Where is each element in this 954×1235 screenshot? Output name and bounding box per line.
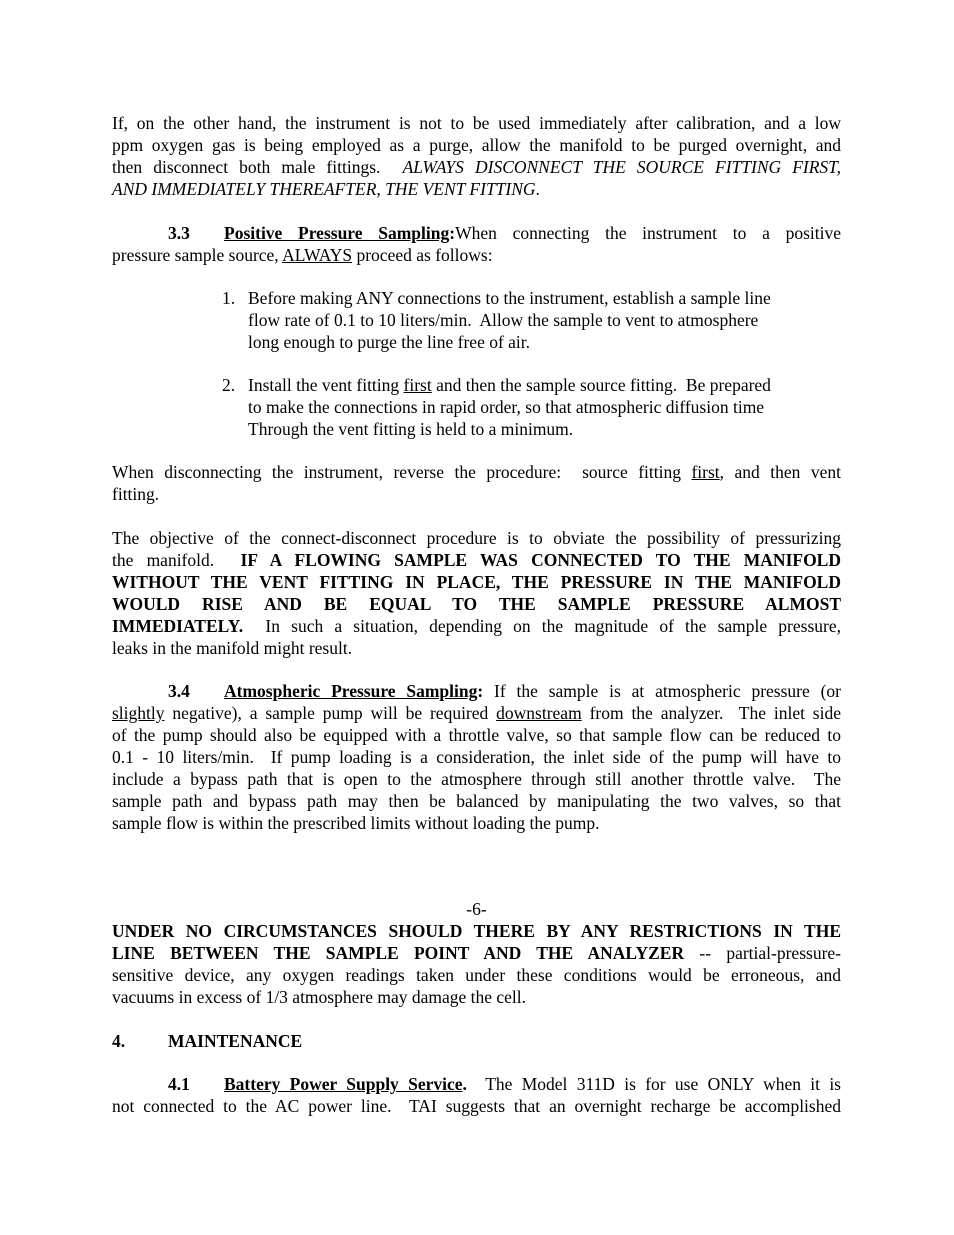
- text-line: [112, 680, 841, 702]
- section-4-1: [112, 1073, 841, 1117]
- paragraph-disconnect: [112, 461, 841, 505]
- heading-colon: :: [449, 223, 456, 243]
- section-4-heading: [112, 1030, 841, 1052]
- text-line: [112, 244, 841, 266]
- text-segment: negative), a sample pump will be required: [164, 703, 497, 723]
- text-line: flow rate of 0.1 to 10 liters/min. Allow the sample to vent to atmosphere: [248, 310, 759, 330]
- text-line: not connected to the AC power line. TAI suggests that an overnight recharge be accomplished: [112, 1096, 841, 1116]
- text-line: UNDER NO CIRCUMSTANCES SHOULD THERE BY ANY RESTRICTIONS IN THE: [112, 921, 841, 941]
- italic-warning: ALWAYS DISCONNECT THE SOURCE FITTING FIRST,: [402, 157, 841, 177]
- text-line: leaks in the manifold might result.: [112, 638, 353, 658]
- text-segment: The Model 311D is for use ONLY when it is: [466, 1074, 841, 1094]
- underlined-text: slightly: [112, 703, 165, 723]
- section-3-4: [112, 680, 841, 834]
- heading-period: .: [462, 1074, 467, 1094]
- text-segment: Install the vent fitting: [248, 375, 404, 395]
- text-segment: the manifold.: [112, 550, 241, 570]
- paragraph-calibration-purge: [112, 112, 841, 200]
- text-line: 0.1 - 10 liters/min. If pump loading is a consideration, the inlet side of the pump will have to: [112, 747, 841, 767]
- text-segment: then disconnect both male fittings.: [112, 157, 403, 177]
- list-item: [222, 374, 822, 440]
- text-line: ppm oxygen gas is being employed as a purge, allow the manifold to be purged overnight, and: [112, 135, 841, 155]
- text-segment: -- partial-pressure-: [684, 943, 841, 963]
- underlined-text: first: [403, 375, 432, 395]
- text-line: WOULD RISE AND BE EQUAL TO THE SAMPLE PRESSURE ALMOST: [112, 594, 841, 614]
- bold-warning: LINE BETWEEN THE SAMPLE POINT AND THE ANALYZER: [112, 943, 685, 963]
- text-line: [112, 222, 841, 244]
- text-segment: In such a situation, depending on the magnitude of the sample pressure,: [243, 616, 841, 636]
- text-line: sensitive device, any oxygen readings taken under these conditions would be erroneous, and: [112, 965, 841, 985]
- section-number: 4.1: [168, 1074, 190, 1094]
- underlined-text: first: [691, 462, 720, 482]
- text-line: If, on the other hand, the instrument is not to be used immediately after calibration, and a low: [112, 113, 841, 133]
- bold-warning: IMMEDIATELY.: [112, 616, 244, 636]
- section-number: 3.3: [168, 223, 190, 243]
- underlined-text: ALWAYS: [282, 245, 353, 265]
- text-line: long enough to purge the line free of air.: [248, 332, 531, 352]
- text-line: of the pump should also be equipped with a throttle valve, so that sample flow can be reduced to: [112, 725, 841, 745]
- text-segment: , and then vent: [719, 462, 841, 482]
- text-segment: If the sample is at atmospheric pressure (or: [483, 681, 841, 701]
- text-segment: from the analyzer. The inlet side: [581, 703, 841, 723]
- text-line: sample path and bypass path may then be balanced by manipulating the two valves, so that: [112, 791, 841, 811]
- text-line: WITHOUT THE VENT FITTING IN PLACE, THE PRESSURE IN THE MANIFOLD: [112, 572, 841, 592]
- text-segment: .: [535, 179, 540, 199]
- text-line: [112, 942, 841, 964]
- text-line: include a bypass path that is open to the atmosphere through still another throttle valve. The: [112, 769, 841, 789]
- text-line: [112, 1073, 841, 1095]
- section-heading: Battery Power Supply Service: [224, 1074, 463, 1094]
- list-number: 2.: [222, 375, 236, 395]
- section-heading: Atmospheric Pressure Sampling: [224, 681, 478, 701]
- list-number: 1.: [222, 288, 236, 308]
- underlined-text: downstream: [496, 703, 582, 723]
- text-line: Before making ANY connections to the instrument, establish a sample line: [248, 288, 771, 308]
- text-line: The objective of the connect-disconnect procedure is to obviate the possibility of pressurizing: [112, 528, 841, 548]
- text-segment: and then the sample source fitting. Be prepared: [431, 375, 771, 395]
- text-line: Through the vent fitting is held to a minimum.: [248, 419, 574, 439]
- text-line: sample flow is within the prescribed limits without loading the pump.: [112, 813, 600, 833]
- text-line: [112, 156, 841, 178]
- list-item: [222, 287, 822, 353]
- section-heading: Positive Pressure Sampling: [224, 223, 450, 243]
- section-number: 3.4: [168, 681, 190, 701]
- text-line: [112, 549, 841, 571]
- italic-warning: AND IMMEDIATELY THEREAFTER, THE VENT FITTING: [112, 179, 536, 199]
- text-line: [112, 178, 841, 200]
- text-line: [248, 374, 822, 396]
- text-line: [112, 1030, 841, 1052]
- page-number: -6-: [466, 899, 487, 919]
- section-number: 4.: [112, 1031, 126, 1051]
- text-line: [112, 615, 841, 637]
- section-3-3: [112, 222, 841, 266]
- heading-colon: :: [477, 681, 484, 701]
- text-line: vacuums in excess of 1/3 atmosphere may damage the cell.: [112, 987, 527, 1007]
- text-segment: When disconnecting the instrument, reverse the procedure: source fitting: [112, 462, 692, 482]
- text-line: fitting.: [112, 484, 160, 504]
- paragraph-restrictions-warning: [112, 920, 841, 1008]
- text-line: [112, 461, 841, 483]
- bold-warning: IF A FLOWING SAMPLE WAS CONNECTED TO THE MANIFOLD: [240, 550, 841, 570]
- text-line: to make the connections in rapid order, so that atmospheric diffusion time: [248, 397, 765, 417]
- text-segment: When connecting the instrument to a positive: [455, 223, 841, 243]
- text-line: [112, 702, 841, 724]
- text-segment: proceed as follows:: [352, 245, 493, 265]
- paragraph-objective: [112, 527, 841, 659]
- text-segment: pressure sample source,: [112, 245, 283, 265]
- section-heading: MAINTENANCE: [168, 1031, 303, 1051]
